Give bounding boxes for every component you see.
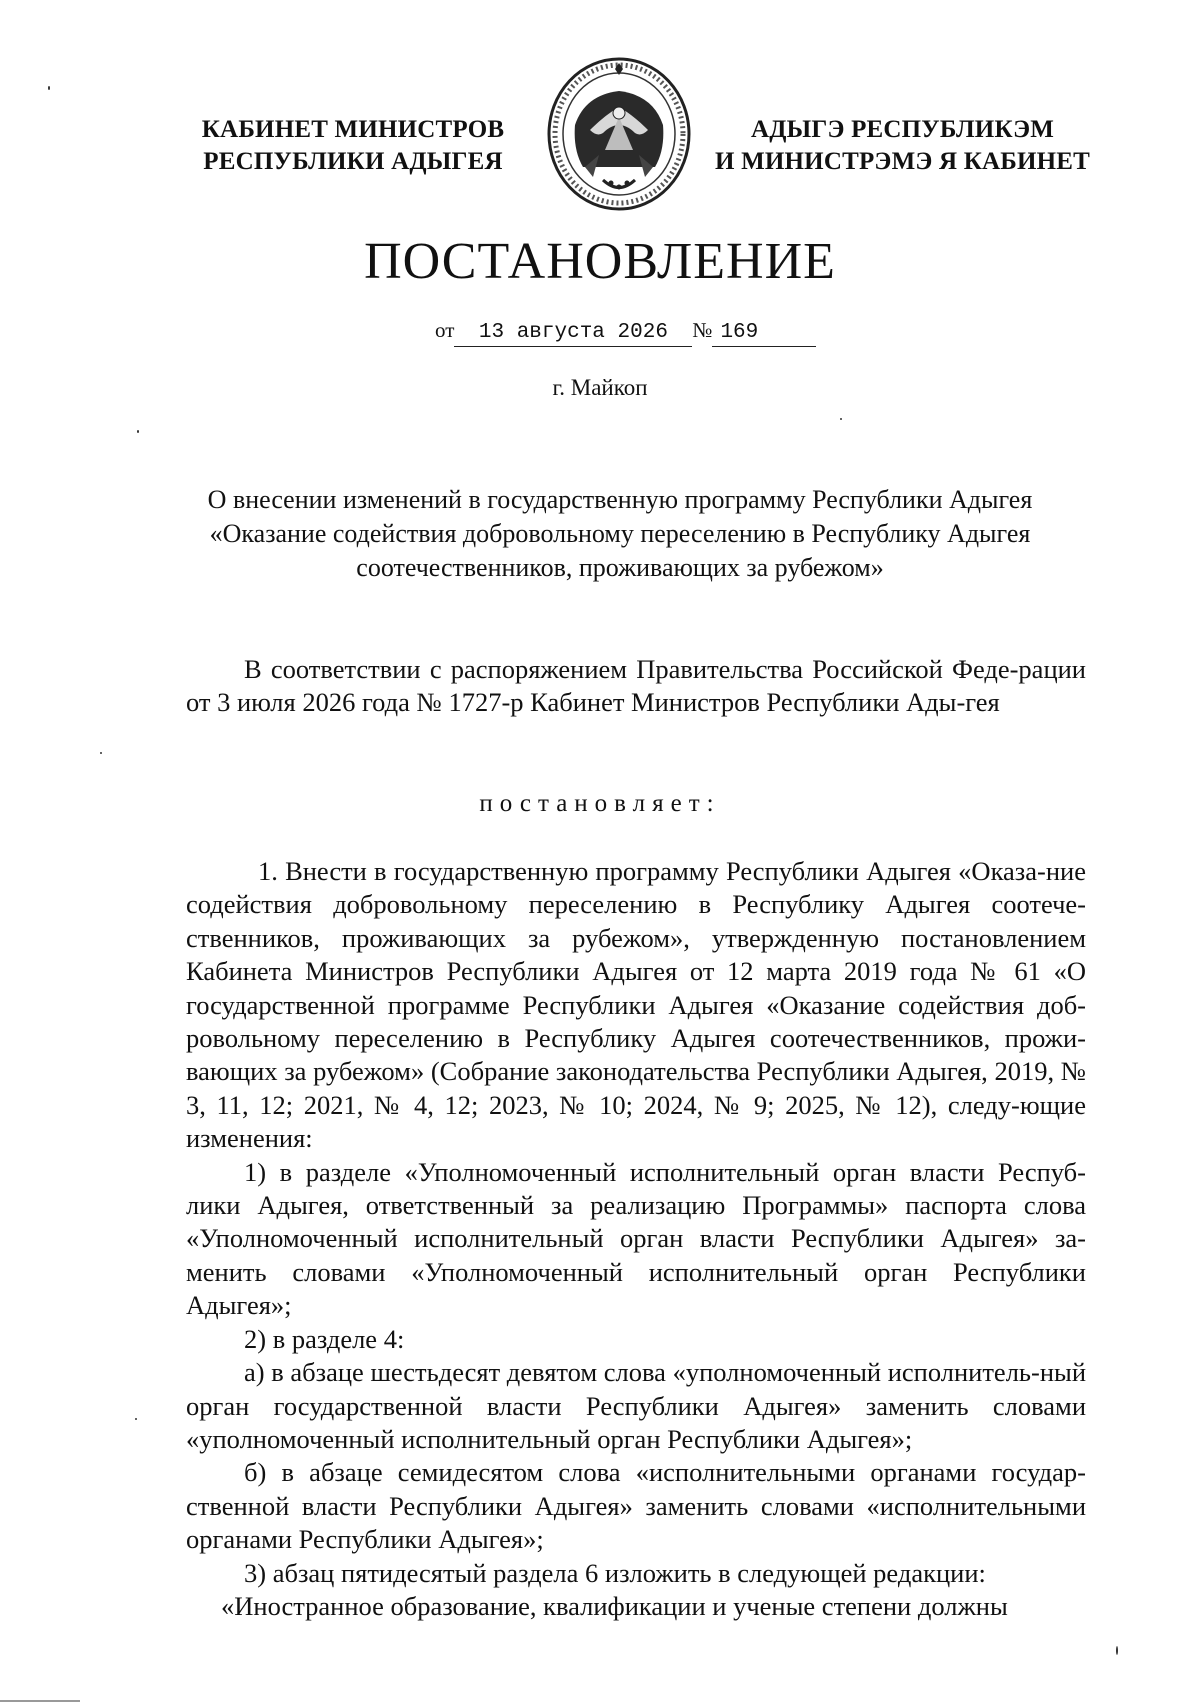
issuer-name-adyghe-line2: И МИНИСТРЭМЭ Я КАБИНЕТ [715, 148, 1091, 175]
issuer-name-adyghe-line1: АДЫГЭ РЕСПУБЛИКЭМ [750, 116, 1055, 143]
subject-line2: «Оказание содействия добровольному переселению в Республику Адыгея [209, 519, 1031, 548]
resolves-heading: постановляет: [479, 790, 721, 817]
paragraph-subitem-2a: а) в абзаце шестьдесят девятом слова «уполномоченный исполнитель-ный орган государственной власти Республики Адыгея» заменить словами «уполномоченный исполнительный орган Республики Адыгея»; [186, 1357, 1086, 1454]
issuer-name-russian [193, 114, 513, 178]
document-date: 13 августа 2026 [454, 321, 692, 347]
scan-edge-mark [0, 1700, 80, 1702]
document-subject [180, 483, 1060, 585]
paragraph-subitem-2b: б) в абзаце семидесятом слова «исполнительными органами государ-ственной власти Республики Адыгея» заменить словами «исполнительными органами Республики Адыгея»; [186, 1457, 1086, 1555]
scan-speck [48, 86, 50, 90]
resolution-body [186, 855, 1086, 1623]
from-label: от [435, 318, 455, 342]
issuer-name-adyghe [715, 114, 1090, 178]
scan-speck [840, 418, 842, 420]
paragraph-subitem-1: 1) в разделе «Уполномоченный исполнительный орган власти Респуб-лики Адыгея, ответственный за реализацию Программы» паспорта слова «Уполномоченный исполнительный орган власти Республики Адыгея» за-менить словами «Уполномоченный исполнительный орган Республики Адыгея»; [186, 1156, 1086, 1321]
document-number: 169 [712, 321, 816, 347]
preamble-block [186, 653, 1086, 720]
paragraph-subitem-3: 3) абзац пятидесятый раздела 6 изложить в следующей редакции: [244, 1557, 986, 1588]
coat-of-arms-icon [545, 55, 693, 213]
issuer-name-russian-line1: КАБИНЕТ МИНИСТРОВ [201, 116, 505, 143]
preamble-paragraph: В соответствии с распоряжением Правительства Российской Феде-рации от 3 июля 2026 года № 1727-р Кабинет Министров Республики Ады-гея [186, 654, 1086, 718]
scan-speck [100, 752, 102, 754]
date-number-line [435, 318, 816, 350]
scan-speck [135, 1418, 137, 1420]
paragraph-subitem-2: 2) в разделе 4: [244, 1323, 405, 1354]
subject-line1: О внесении изменений в государственную программу Республики Адыгея [207, 485, 1033, 514]
subject-line3: соотечественников, проживающих за рубежом» [356, 553, 884, 582]
paragraph-quoted-text: «Иностранное образование, квалификации и ученые степени должны [221, 1590, 1008, 1621]
city-line: г. Майкоп [552, 375, 648, 400]
document-title: ПОСТАНОВЛЕНИЕ [364, 233, 836, 290]
scan-speck [1116, 1646, 1118, 1655]
issuer-name-russian-line2: РЕСПУБЛИКИ АДЫГЕЯ [203, 148, 503, 175]
number-label: № [692, 318, 713, 342]
scan-speck [137, 430, 139, 433]
paragraph-item-1: 1. Внести в государственную программу Республики Адыгея «Оказа-ние содействия добровольному переселению в Республику Адыгея соотече-ственников, проживающих за рубежом», утвержденную постановлением Кабинета Министров Республики Адыгея от 12 марта 2019 года № 61 «О государственной программе Республики Адыгея «Оказание содействия доб-ровольному переселению в Республику Адыгея соотечественников, прожи-вающих за рубежом» (Собрание законодательства Республики Адыгея, 2019, № 3, 11, 12; 2021, № 4, 12; 2023, № 10; 2024, № 9; 2025, № 12), следу-ющие изменения: [186, 856, 1086, 1154]
